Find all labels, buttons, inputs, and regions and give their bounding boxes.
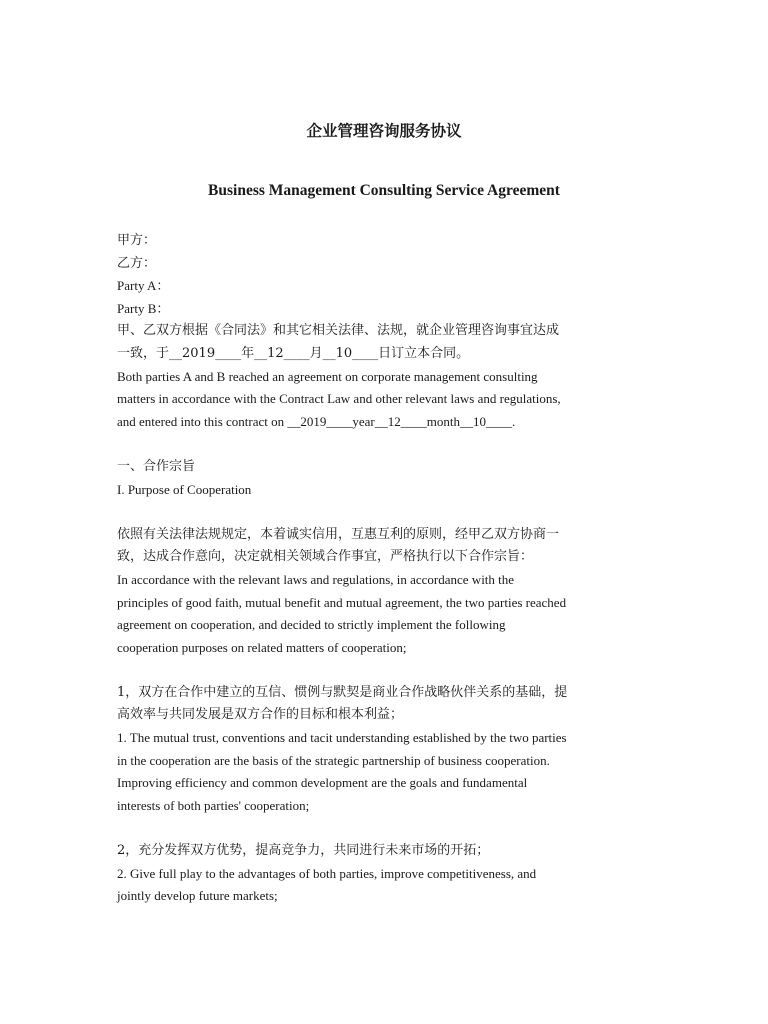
text-line: I. Purpose of Cooperation <box>117 481 252 497</box>
text-line: 乙方： <box>117 255 157 271</box>
document-title-chinese: 企业管理咨询服务协议 <box>306 121 462 140</box>
text-line: In accordance with the relevant laws and regulations, in accordance with the <box>117 571 515 587</box>
text-line: 依照有关法律法规规定，本着诚实信用，互惠互利的原则，经甲乙双方协商一 <box>117 526 560 542</box>
text-line: 2. Give full play to the advantages of both parties, improve competitiveness, and <box>117 865 537 881</box>
text-line: agreement on cooperation, and decided to strictly implement the following <box>117 617 506 633</box>
text-line: 一致，于__2019____年__12____月__10____日订立本合同。 <box>117 345 470 361</box>
text-line: 高效率与共同发展是双方合作的目标和根本利益； <box>117 707 404 723</box>
text-line: 甲方： <box>117 233 157 248</box>
paragraph-spacer <box>117 433 657 456</box>
text-line: in the cooperation are the basis of the strategic partnership of business cooperation. <box>117 752 550 768</box>
text-line: 一、合作宗旨 <box>117 458 196 474</box>
paragraph-spacer <box>117 501 657 524</box>
text-line: matters in accordance with the Contract Law and other relevant laws and regulations, <box>117 391 561 407</box>
text-line: 1. The mutual trust, conventions and tacit understanding established by the two parties <box>117 730 567 746</box>
text-line: jointly develop future markets; <box>117 888 278 904</box>
text-line: Party A： <box>117 278 170 294</box>
text-line: interests of both parties' cooperation; <box>117 797 310 813</box>
paragraph-spacer <box>117 817 657 840</box>
text-line: 致，达成合作意向，决定就相关领域合作事宜，严格执行以下合作宗旨： <box>117 549 534 565</box>
text-line: 1，双方在合作中建立的互信、惯例与默契是商业合作战略伙伴关系的基础，提 <box>117 684 568 700</box>
text-line: cooperation purposes on related matters of cooperation; <box>117 639 407 655</box>
text-line: Improving efficiency and common development are the goals and fundamental <box>117 775 528 791</box>
text-line: Party B： <box>117 300 170 316</box>
text-line: 2，充分发挥双方优势，提高竞争力，共同进行未来市场的开拓； <box>117 843 490 859</box>
paragraph-spacer <box>117 659 657 682</box>
text-line: and entered into this contract on __2019____year__12____month__10____. <box>117 413 516 429</box>
text-line: Both parties A and B reached an agreement on corporate management consulting <box>117 368 538 384</box>
text-line: 甲、乙双方根据《合同法》和其它相关法律、法规，就企业管理咨询事宜达成 <box>117 323 560 339</box>
document-title-english: Business Management Consulting Service Agreement <box>208 182 560 199</box>
text-line: principles of good faith, mutual benefit and mutual agreement, the two parties reached <box>117 594 567 610</box>
document-body <box>117 230 657 908</box>
